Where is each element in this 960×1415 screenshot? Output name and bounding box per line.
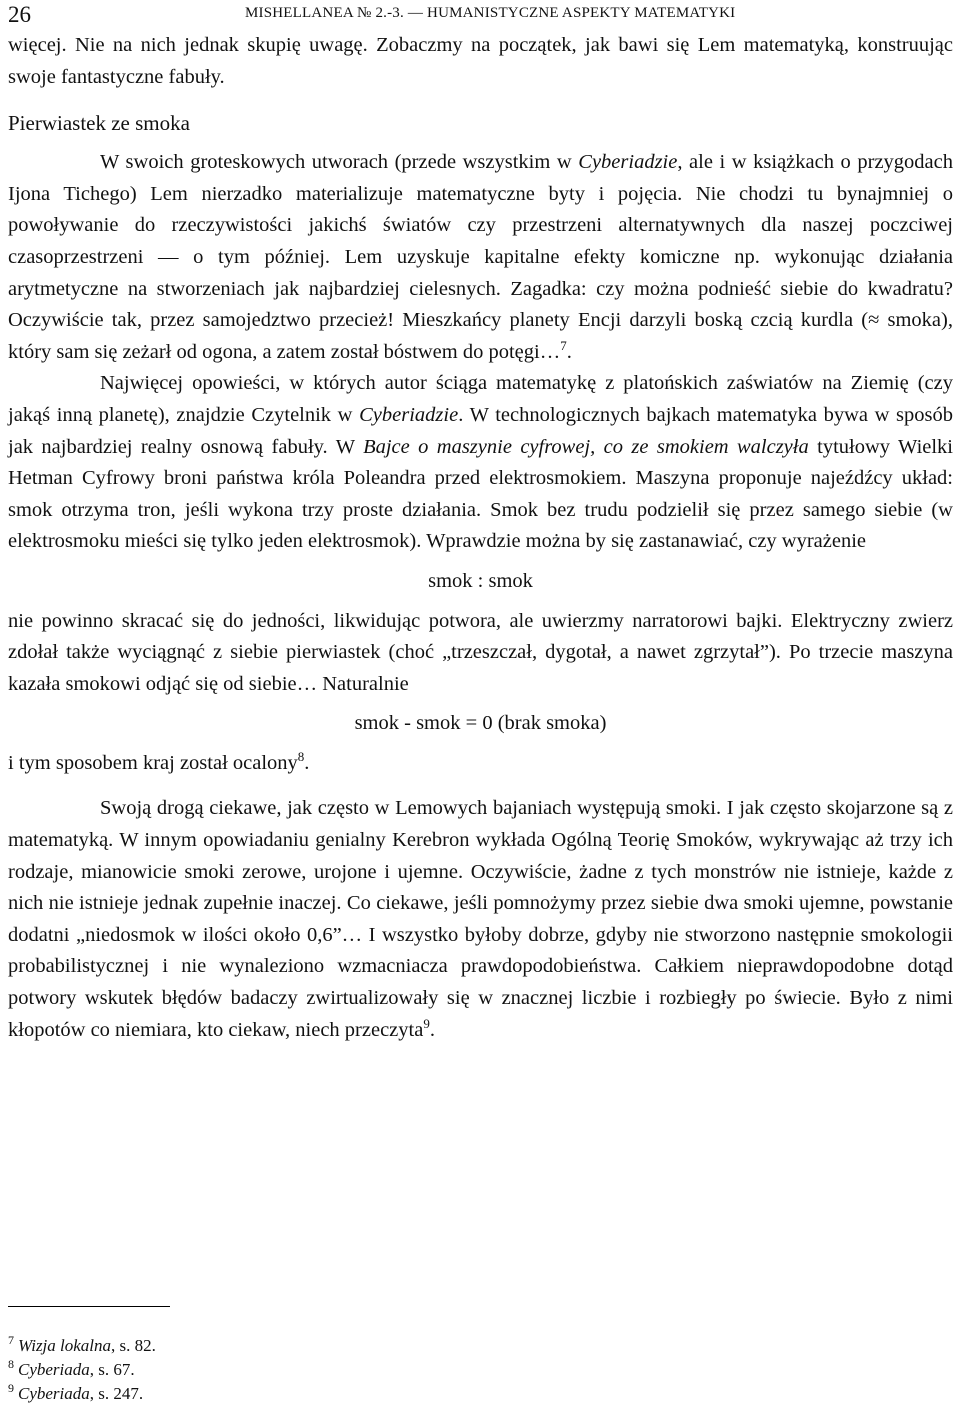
text-run: .	[566, 340, 572, 363]
text-run: , ale i w książkach o przygodach Ijona Tichego) Lem nierzadko materializuje matematyczne byty i pojęcia. Nie chodzi tu bynajmniej o powoływanie do rzeczywistości jakichś światów czy przestrzeni alternatywnych dla naszej poczciwej czasoprzestrzeni — o tym później. Lem uzyskuje kapitalne efekty komiczne np. wykonując działania arytmetyczne na stworzeniach jak najbardziej cielesnych. Zagadka: czy można podnieść siebie do kwadratu? Oczywiście tak, przez samojedztwo przecież! Mieszkańcy planety Encji darzyli boską czcią kurdla (≈ smoka), który sam się zeżarł od ogona, a zatem został bóstwem do potęgi…	[8, 151, 953, 363]
footnote-number: 8	[8, 1357, 14, 1372]
footnote-divider	[8, 1306, 170, 1307]
footnote-text: , s. 82.	[111, 1336, 156, 1355]
page-number: 26	[8, 2, 31, 27]
formula-subtraction: smok - smok = 0 (brak smoka)	[354, 712, 607, 735]
footnote-number: 9	[8, 1381, 14, 1396]
footnote-title: Cyberiada	[18, 1360, 90, 1379]
story-title: Bajce o maszynie cyfrowej, co ze smokiem walczyła	[363, 435, 809, 458]
footnote-title: Cyberiada	[18, 1384, 90, 1403]
running-header	[8, 2, 953, 32]
running-title: MISHELLANEA № 2.-3. — HUMANISTYCZNE ASPEKTY MATEMATYKI	[245, 5, 736, 21]
paragraph-1	[8, 147, 953, 368]
footnote-ref-7: 7	[560, 337, 567, 353]
footnote-text: , s. 247.	[89, 1384, 144, 1403]
text-run: .	[429, 1018, 435, 1041]
footnote-ref-9: 9	[423, 1015, 430, 1031]
book-title: Cyberiadzie	[359, 403, 459, 426]
paragraph-5	[8, 793, 953, 1046]
text-run: . W technologicznych bajkach matematyka bywa w sposób jak najbardziej realny osnową fabuły. W	[8, 403, 953, 458]
footnote-8	[8, 1358, 156, 1382]
paragraph-2	[8, 368, 953, 558]
paragraph-3: nie powinno skracać się do jedności, likwidując potwora, ale uwierzmy narratorowi bajki. Elektryczny zwierz zdołał także wyciągnąć z siebie pierwiastek (choć „trzeszczał, dygotał, a nawet zgrzytał”). Po trzecie maszyna kazała smokowi odjąć się od siebie… Naturalnie	[8, 609, 953, 695]
footnotes	[8, 1334, 156, 1406]
main-text	[8, 30, 953, 1046]
text-run: Swoją drogą ciekawe, jak często w Lemowych bajaniach występują smoki. I jak często skojarzone są z matematyką. W innym opowiadaniu genialny Kerebron wykłada Ogólną Teorię Smoków, wykrywając aż trzy ich rodzaje, mianowicie smoki zerowe, urojone i ujemne. Oczywiście, żadne z tych monstrów nie istnieje, każde z nich nie istnieje jednak zupełnie inaczej. Co ciekawe, jeśli pomnożymy przez siebie dwa smoki ujemne, powstanie dodatni „niedosmok w ilości około 0,6”… I wszystko byłoby dobrze, gdyby nie stworzono następnie smokologii probabilistycznej i nie wynaleziono wzmacniacza prawdopodobieństwa. Całkiem nieprawdopodobne dotąd potwory wskutek błędów badaczy zwirtualizowały się w znacznej liczbie i rozbiegły po świecie. Było z nimi kłopotów co niemiara, kto ciekaw, niech przeczyta	[8, 797, 953, 1041]
paragraph-4	[8, 748, 953, 780]
text-run: tytułowy Wielki Hetman Cyfrowy broni państwa króla Poleandra przed elektrosmokiem. Maszyna proponuje najeźdźcy układ: smok otrzyma tron, jeśli wykona trzy proste działania. Smok bez trudu podzielił się przez samego siebie (w elektrosmoku mieści się tylko jeden elektrosmok). Wprawdzie można by się zastanawiać, czy wyrażenie	[8, 435, 953, 553]
footnote-title: Wizja lokalna	[18, 1336, 112, 1355]
formula-division: smok : smok	[428, 569, 533, 592]
text-run: W swoich groteskowych utworach (przede wszystkim w	[100, 151, 579, 174]
text-run: Najwięcej opowieści, w których autor ściąga matematykę z platońskich zaświatów na Ziemię (czy jakąś inną planetę), znajdzie Czytelnik w	[8, 372, 953, 426]
text-run: .	[304, 751, 310, 774]
footnote-number: 7	[8, 1333, 14, 1348]
footnote-text: , s. 67.	[89, 1360, 135, 1379]
footnote-9	[8, 1382, 156, 1406]
footnote-ref-8: 8	[297, 749, 305, 765]
section-heading: Pierwiastek ze smoka	[8, 111, 190, 136]
book-title: Cyberiadzie	[578, 151, 678, 174]
text-run: i tym sposobem kraj został ocalony	[8, 751, 298, 774]
footnote-7	[8, 1334, 156, 1358]
intro-paragraph: więcej. Nie na nich jednak skupię uwagę. Zobaczmy na początek, jak bawi się Lem matematyką, konstruując swoje fantastyczne fabuły.	[8, 34, 953, 88]
